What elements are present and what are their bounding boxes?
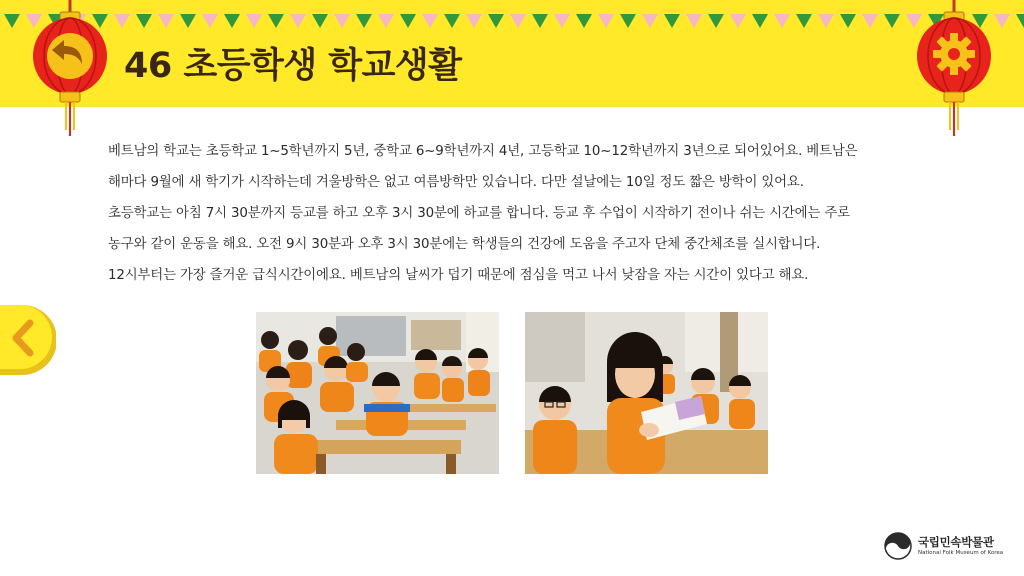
bunting-flag xyxy=(400,14,416,28)
bunting-flag xyxy=(466,14,482,28)
bunting-flag xyxy=(642,14,658,28)
chevron-left-icon xyxy=(0,305,56,375)
reading-student-photo xyxy=(525,312,768,474)
bunting-flag xyxy=(752,14,768,28)
description-line: 초등학교는 아침 7시 30분까지 등교를 하고 오후 3시 30분에 하교를 합니다. 등교 후 수업이 시작하기 전이나 쉬는 시간에는 주로 xyxy=(108,206,850,221)
description-line: 12시부터는 가장 즐거운 급식시간이에요. 베트남의 날씨가 덥기 때문에 점심을 먹고 나서 낮잠을 자는 시간이 있다고 해요. xyxy=(108,268,809,283)
bunting-flag xyxy=(664,14,680,28)
bunting-flag xyxy=(862,14,878,28)
back-arrow-icon xyxy=(30,0,110,140)
description-line: 농구와 같이 운동을 해요. 오전 9시 30분과 오후 3시 30분에는 학생들의 건강에 도움을 주고자 단체 중간체조를 실시합니다. xyxy=(108,237,821,252)
bunting-flag xyxy=(620,14,636,28)
bunting-flag xyxy=(708,14,724,28)
logo-korean-text: 국립민속박물관 xyxy=(918,535,994,549)
bunting-flag xyxy=(488,14,504,28)
bunting-flag xyxy=(444,14,460,28)
prev-page-button[interactable] xyxy=(0,305,56,375)
bunting-flag xyxy=(158,14,174,28)
bunting-flag xyxy=(994,14,1010,28)
bunting-flag xyxy=(114,14,130,28)
bunting-flag xyxy=(730,14,746,28)
bunting-flag xyxy=(510,14,526,28)
bunting-flag xyxy=(554,14,570,28)
bunting-flag xyxy=(818,14,834,28)
bunting-flag xyxy=(334,14,350,28)
bunting-flag xyxy=(884,14,900,28)
bunting-flag xyxy=(202,14,218,28)
gear-icon xyxy=(914,0,994,140)
bunting-flag xyxy=(312,14,328,28)
bunting-flag xyxy=(796,14,812,28)
bunting-flag xyxy=(224,14,240,28)
bunting-flag xyxy=(136,14,152,28)
bunting-flag xyxy=(4,14,20,28)
bunting-flag xyxy=(246,14,262,28)
bunting-flag xyxy=(1016,14,1024,28)
description-line: 베트남의 학교는 초등학교 1~5학년까지 5년, 중학교 6~9학년까지 4년, 고등학교 10~12학년까지 3년으로 되어있어요. 베트남은 xyxy=(108,144,858,159)
bunting-flag xyxy=(180,14,196,28)
header-bar xyxy=(0,0,1024,107)
classroom-photo xyxy=(256,312,499,474)
bunting-flag xyxy=(378,14,394,28)
bunting-flag xyxy=(356,14,372,28)
settings-button[interactable] xyxy=(914,0,994,140)
page-title: 46 초등학생 학교생활 xyxy=(124,46,462,86)
bunting-flag xyxy=(290,14,306,28)
museum-logo xyxy=(884,532,1004,562)
back-button[interactable] xyxy=(30,0,110,140)
bunting-flag xyxy=(598,14,614,28)
bunting-flag xyxy=(686,14,702,28)
description-line: 해마다 9월에 새 학기가 시작하는데 겨울방학은 없고 여름방학만 있습니다. 다만 설날에는 10일 정도 짧은 방학이 있어요. xyxy=(108,175,804,190)
museum-emblem-icon xyxy=(884,532,912,560)
bunting-flag xyxy=(532,14,548,28)
bunting-flag xyxy=(840,14,856,28)
bunting-flag xyxy=(576,14,592,28)
logo-english-text: National Folk Museum of Korea xyxy=(918,550,1004,556)
bunting-decoration xyxy=(0,12,1024,32)
bunting-flag xyxy=(268,14,284,28)
bunting-flag xyxy=(774,14,790,28)
bunting-flag xyxy=(422,14,438,28)
description-text xyxy=(108,136,908,291)
